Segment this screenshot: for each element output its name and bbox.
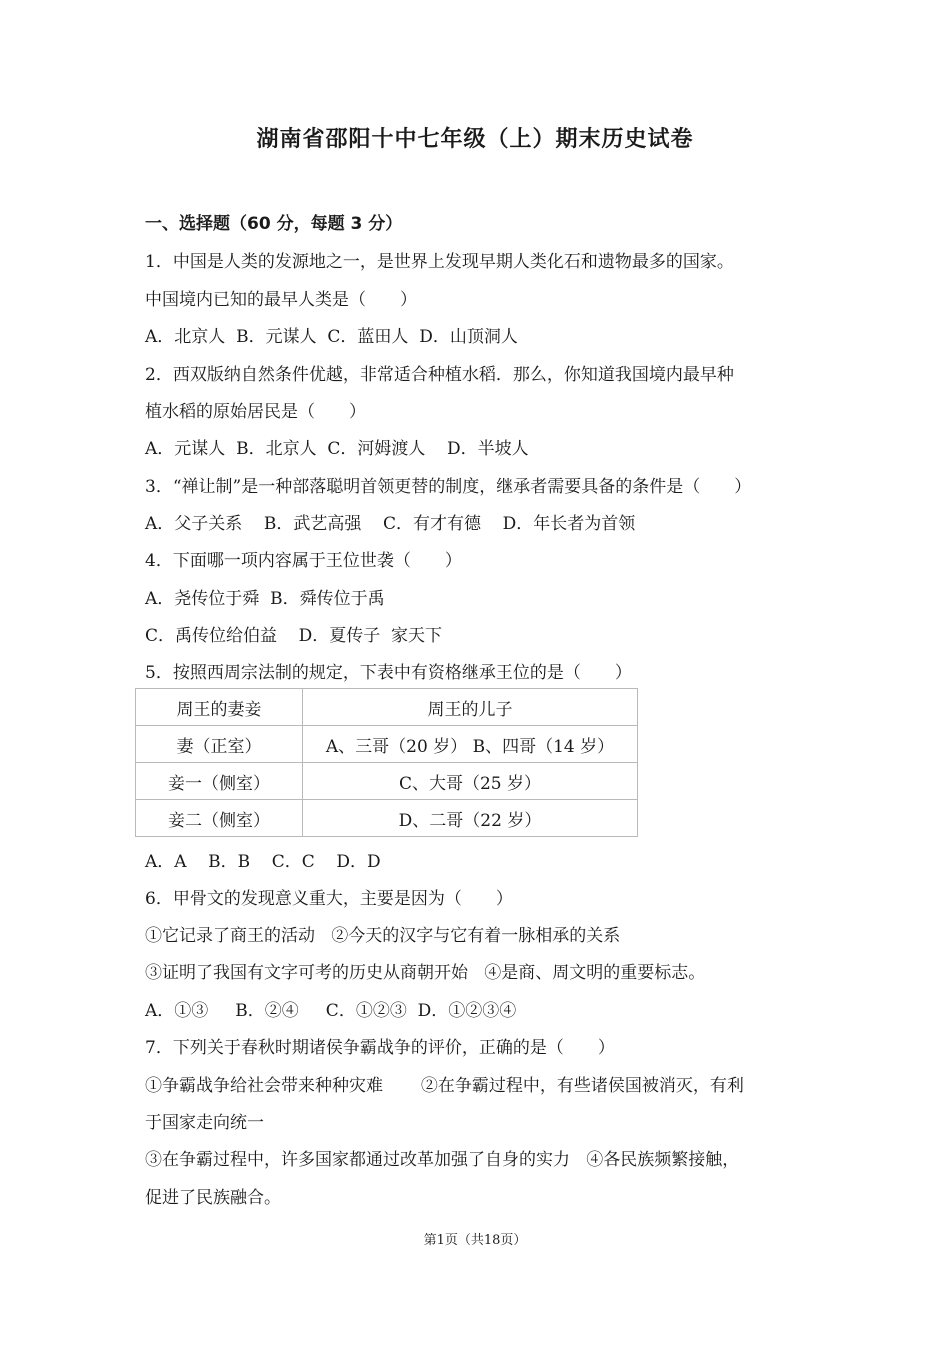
- question-1-line-2: 中国境内已知的最早人类是（ ）: [145, 290, 417, 310]
- question-2-line-2: 植水稻的原始居民是（ ）: [145, 402, 366, 422]
- section-heading: 一、选择题（60 分，每题 3 分）: [145, 214, 403, 234]
- table-cell: 妻（正室）: [136, 726, 303, 763]
- question-6-statement-1: ①它记录了商王的活动 ②今天的汉字与它有着一脉相承的关系: [145, 926, 621, 946]
- page-footer: 第1页（共18页）: [423, 1233, 527, 1248]
- question-4-options-2: C．禹传位给伯益 D．夏传子 家天下: [145, 626, 443, 646]
- table-row: [136, 763, 638, 800]
- question-5-line-1: 5．按照西周宗法制的规定，下表中有资格继承王位的是（ ）: [145, 663, 632, 683]
- question-6-options: A．①③ B．②④ C．①②③ D．①②③④: [145, 1001, 517, 1021]
- question-7-statement-1: ①争霸战争给社会带来种种灾难 ②在争霸过程中，有些诸侯国被消灭，有利: [145, 1076, 744, 1096]
- table-header-row: [136, 689, 638, 726]
- question-7-statement-1-cont: 于国家走向统一: [145, 1113, 264, 1133]
- table-header-cell: 周王的妻妾: [136, 689, 303, 726]
- question-2-line-1: 2．西双版纳自然条件优越，非常适合种植水稻．那么，你知道我国境内最早种: [145, 365, 734, 385]
- question-3-options: A．父子关系 B．武艺高强 C．有才有德 D．年长者为首领: [145, 514, 636, 534]
- question-4-line-1: 4．下面哪一项内容属于王位世袭（ ）: [145, 551, 462, 571]
- question-7-statement-2: ③在争霸过程中，许多国家都通过改革加强了自身的实力 ④各民族频繁接触，: [145, 1150, 740, 1170]
- table-row: [136, 726, 638, 763]
- question-6-statement-2: ③证明了我国有文字可考的历史从商朝开始 ④是商、周文明的重要标志。: [145, 963, 706, 983]
- table-cell: 妾一（侧室）: [136, 763, 303, 800]
- exam-title: 湖南省邵阳十中七年级（上）期末历史试卷: [256, 127, 694, 152]
- question-7-line-1: 7．下列关于春秋时期诸侯争霸战争的评价，正确的是（ ）: [145, 1038, 615, 1058]
- table-row: [136, 800, 638, 837]
- question-6-line-1: 6．甲骨文的发现意义重大，主要是因为（ ）: [145, 889, 513, 909]
- question-5-options: A．A B．B C．C D．D: [145, 852, 381, 872]
- table-cell: A、三哥（20 岁） B、四哥（14 岁）: [303, 726, 638, 763]
- question-1-line-1: 1．中国是人类的发源地之一，是世界上发现早期人类化石和遗物最多的国家。: [145, 252, 734, 272]
- question-4-options-1: A．尧传位于舜 B．舜传位于禹: [145, 589, 385, 609]
- question-5-table: [135, 688, 638, 837]
- question-1-options: A．北京人 B．元谋人 C．蓝田人 D．山顶洞人: [145, 327, 518, 347]
- question-7-statement-2-cont: 促进了民族融合。: [145, 1188, 281, 1208]
- table-cell: C、大哥（25 岁）: [303, 763, 638, 800]
- question-3-line-1: 3．“禅让制”是一种部落聪明首领更替的制度，继承者需要具备的条件是（ ）: [145, 477, 752, 497]
- table-cell: D、二哥（22 岁）: [303, 800, 638, 837]
- question-2-options: A．元谋人 B．北京人 C．河姆渡人 D．半坡人: [145, 439, 529, 459]
- table-cell: 妾二（侧室）: [136, 800, 303, 837]
- table-header-cell: 周王的儿子: [303, 689, 638, 726]
